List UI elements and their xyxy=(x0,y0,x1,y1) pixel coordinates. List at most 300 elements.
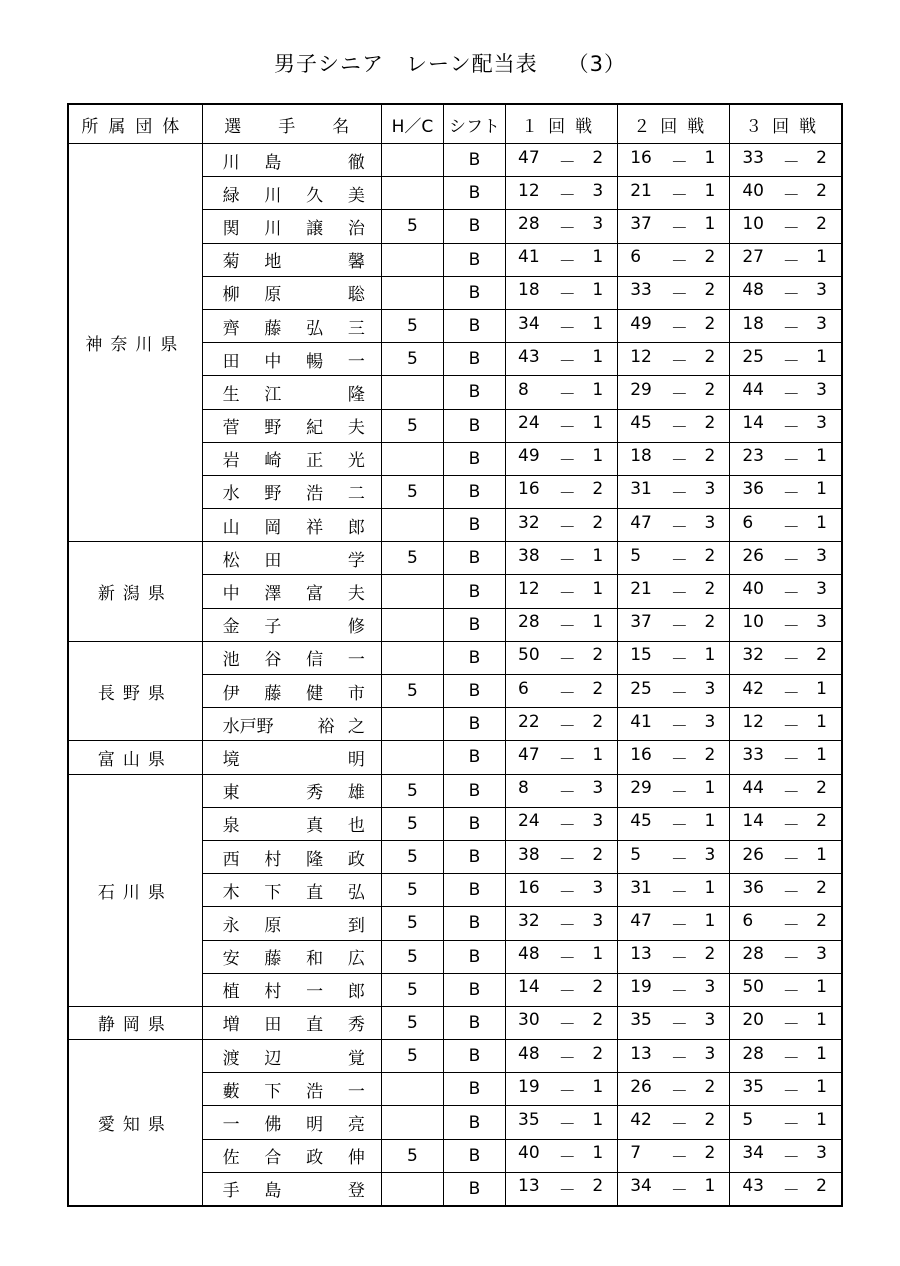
name-char: 譲 xyxy=(306,218,324,239)
bowling-order: 1 xyxy=(592,413,604,434)
bowling-order: 1 xyxy=(592,247,604,268)
bowling-order: 1 xyxy=(592,612,604,633)
dash-separator: － xyxy=(782,252,800,273)
name-char: 島 xyxy=(264,1181,282,1202)
handicap-cell: 5 xyxy=(381,807,443,840)
player-name-cell xyxy=(202,675,381,708)
player-name-cell xyxy=(202,840,381,873)
dash-separator: － xyxy=(670,816,688,837)
prefecture-cell: 新潟県 xyxy=(68,542,202,642)
lane-number: 40 xyxy=(518,1143,540,1164)
round3-cell xyxy=(730,874,842,907)
name-char: 佐 xyxy=(222,1148,240,1169)
name-char: 増 xyxy=(222,1015,240,1036)
bowling-order: 3 xyxy=(816,545,827,566)
name-char: 伊 xyxy=(222,683,240,704)
dash-separator: － xyxy=(670,252,688,273)
lane-number: 18 xyxy=(742,313,764,334)
dash-separator: － xyxy=(670,915,688,936)
player-name-cell xyxy=(202,874,381,907)
name-char: 秀 xyxy=(306,783,324,804)
table-row xyxy=(68,542,842,575)
lane-number: 6 xyxy=(518,678,529,699)
handicap-cell: 5 xyxy=(381,475,443,508)
dash-separator: － xyxy=(670,617,688,638)
name-char: 夫 xyxy=(347,418,365,439)
name-char: 政 xyxy=(347,849,365,870)
bowling-order: 2 xyxy=(592,977,604,998)
player-name xyxy=(223,1176,381,1201)
name-char: 子 xyxy=(264,617,282,638)
name-char: 木 xyxy=(222,882,240,903)
bowling-order: 3 xyxy=(592,778,604,799)
lane-number: 12 xyxy=(518,180,540,201)
round2-cell xyxy=(618,807,730,840)
lane-number: 29 xyxy=(630,778,652,799)
name-char: 藤 xyxy=(264,683,282,704)
round1-cell xyxy=(506,475,618,508)
player-name xyxy=(223,347,381,372)
round1-cell xyxy=(506,675,618,708)
lane-number: 5 xyxy=(630,545,642,566)
lane-number: 28 xyxy=(742,1043,764,1064)
name-char: 水 xyxy=(222,484,240,505)
name-char: 渡 xyxy=(222,1048,240,1069)
header-prefecture: 所属団体 xyxy=(68,104,202,144)
player-name-cell xyxy=(202,708,381,741)
dash-separator: － xyxy=(782,816,800,837)
round3-cell xyxy=(730,575,842,608)
dash-separator: － xyxy=(782,418,800,439)
name-char: 一 xyxy=(222,1115,240,1136)
header-round3: ３回戦 xyxy=(730,104,842,144)
dash-separator: － xyxy=(558,882,576,903)
handicap-cell xyxy=(381,276,443,309)
name-char: 信 xyxy=(306,650,324,671)
dash-separator: － xyxy=(782,949,800,970)
player-name-cell xyxy=(202,542,381,575)
player-name xyxy=(223,811,381,836)
dash-separator: － xyxy=(670,418,688,439)
dash-separator: － xyxy=(558,218,576,239)
player-name xyxy=(223,645,381,670)
bowling-order: 2 xyxy=(816,180,827,201)
handicap-cell xyxy=(381,575,443,608)
name-char: 市 xyxy=(347,683,365,704)
lane-number: 44 xyxy=(742,379,764,400)
dash-separator: － xyxy=(558,716,576,737)
round1-cell xyxy=(506,210,618,243)
name-char xyxy=(306,1044,323,1069)
shift-cell: B xyxy=(443,874,505,907)
dash-separator: － xyxy=(558,1181,576,1202)
lane-number: 6 xyxy=(742,512,754,533)
name-char: 治 xyxy=(347,218,365,239)
round3-cell xyxy=(730,708,842,741)
name-char: 金 xyxy=(222,617,240,638)
name-char: 池 xyxy=(222,650,240,671)
bowling-order: 2 xyxy=(704,379,716,400)
lane-number: 43 xyxy=(742,1176,764,1197)
name-char: 東 xyxy=(222,783,240,804)
player-name-cell xyxy=(202,907,381,940)
dash-separator: － xyxy=(558,683,576,704)
dash-separator: － xyxy=(558,318,576,339)
bowling-order: 2 xyxy=(592,512,604,533)
round1-cell xyxy=(506,1040,618,1073)
bowling-order: 3 xyxy=(816,280,827,301)
lane-number: 33 xyxy=(630,280,652,301)
handicap-cell: 5 xyxy=(381,210,443,243)
name-char: 浩 xyxy=(306,484,324,505)
lane-number: 45 xyxy=(630,811,652,832)
lane-number: 32 xyxy=(518,512,540,533)
round3-cell xyxy=(730,243,842,276)
bowling-order: 2 xyxy=(816,811,827,832)
dash-separator: － xyxy=(782,550,800,571)
bowling-order: 2 xyxy=(592,711,604,732)
name-char xyxy=(306,911,323,936)
round3-cell xyxy=(730,840,842,873)
player-name-cell xyxy=(202,575,381,608)
name-char: 秀 xyxy=(347,1015,365,1036)
name-char: 藪 xyxy=(222,1081,240,1102)
handicap-cell: 5 xyxy=(381,309,443,342)
name-char: 登 xyxy=(347,1181,365,1202)
dash-separator: － xyxy=(782,683,800,704)
name-char xyxy=(306,280,323,305)
round3-cell xyxy=(730,409,842,442)
bowling-order: 1 xyxy=(592,545,604,566)
name-char: 覚 xyxy=(347,1048,365,1069)
round2-cell xyxy=(618,309,730,342)
dash-separator: － xyxy=(670,949,688,970)
lane-number: 47 xyxy=(518,744,540,765)
name-char: 二 xyxy=(347,484,365,505)
bowling-order: 1 xyxy=(816,479,827,500)
bowling-order: 2 xyxy=(704,545,716,566)
round3-cell xyxy=(730,144,842,177)
name-char: 学 xyxy=(347,550,365,571)
lane-number: 13 xyxy=(630,944,652,965)
header-round2: ２回戦 xyxy=(618,104,730,144)
lane-number: 48 xyxy=(742,280,764,301)
bowling-order: 2 xyxy=(816,877,827,898)
player-name xyxy=(223,679,381,704)
dash-separator: － xyxy=(558,550,576,571)
header-hc: H／C xyxy=(381,104,443,144)
lane-number: 40 xyxy=(742,180,764,201)
dash-separator: － xyxy=(670,849,688,870)
name-char: 祥 xyxy=(306,517,324,538)
shift-cell: B xyxy=(443,575,505,608)
shift-cell: B xyxy=(443,608,505,641)
lane-assignment-table xyxy=(67,103,843,1207)
bowling-order: 2 xyxy=(592,1176,604,1197)
name-char xyxy=(306,148,323,173)
name-char: 聡 xyxy=(347,285,365,306)
lane-number: 16 xyxy=(518,479,540,500)
dash-separator: － xyxy=(782,152,800,173)
shift-cell: B xyxy=(443,475,505,508)
name-char: 弘 xyxy=(306,318,324,339)
name-char: 雄 xyxy=(347,783,365,804)
handicap-cell: 5 xyxy=(381,343,443,376)
round1-cell xyxy=(506,774,618,807)
round2-cell xyxy=(618,376,730,409)
player-name xyxy=(223,214,381,239)
handicap-cell xyxy=(381,509,443,542)
bowling-order: 1 xyxy=(816,1110,827,1131)
round2-cell xyxy=(618,840,730,873)
bowling-order: 1 xyxy=(704,877,716,898)
shift-cell: B xyxy=(443,807,505,840)
bowling-order: 1 xyxy=(704,213,716,234)
bowling-order: 1 xyxy=(816,346,827,367)
dash-separator: － xyxy=(558,384,576,405)
lane-number: 18 xyxy=(518,280,540,301)
dash-separator: － xyxy=(558,816,576,837)
shift-cell: B xyxy=(443,1139,505,1172)
bowling-order: 3 xyxy=(816,579,827,600)
round3-cell xyxy=(730,1172,842,1206)
dash-separator: － xyxy=(558,351,576,372)
player-name xyxy=(223,1010,381,1035)
dash-separator: － xyxy=(782,584,800,605)
dash-separator: － xyxy=(782,185,800,206)
handicap-cell: 5 xyxy=(381,1139,443,1172)
shift-cell: B xyxy=(443,210,505,243)
round3-cell xyxy=(730,608,842,641)
shift-cell: B xyxy=(443,1006,505,1039)
name-char: 崎 xyxy=(264,451,282,472)
lane-number: 13 xyxy=(630,1043,652,1064)
player-name-cell xyxy=(202,1106,381,1139)
dash-separator: － xyxy=(558,152,576,173)
round1-cell xyxy=(506,343,618,376)
name-char: 菅 xyxy=(222,418,240,439)
bowling-order: 3 xyxy=(592,213,604,234)
lane-number: 50 xyxy=(742,977,764,998)
round2-cell xyxy=(618,940,730,973)
round2-cell xyxy=(618,741,730,774)
player-name xyxy=(223,513,381,538)
bowling-order: 3 xyxy=(704,711,716,732)
name-char: 田 xyxy=(222,351,240,372)
name-char: 菊 xyxy=(222,252,240,273)
player-name-cell xyxy=(202,343,381,376)
lane-number: 26 xyxy=(630,1076,652,1097)
player-name-cell xyxy=(202,442,381,475)
name-char: 藤 xyxy=(264,318,282,339)
bowling-order: 3 xyxy=(704,1010,716,1031)
bowling-order: 2 xyxy=(592,1043,604,1064)
lane-number: 41 xyxy=(518,247,540,268)
dash-separator: － xyxy=(670,1148,688,1169)
handicap-cell: 5 xyxy=(381,409,443,442)
dash-separator: － xyxy=(670,384,688,405)
round2-cell xyxy=(618,1006,730,1039)
shift-cell: B xyxy=(443,376,505,409)
lane-number: 28 xyxy=(518,612,540,633)
bowling-order: 1 xyxy=(592,446,604,467)
lane-number: 32 xyxy=(518,910,540,931)
dash-separator: － xyxy=(558,584,576,605)
player-name-cell xyxy=(202,210,381,243)
bowling-order: 1 xyxy=(704,645,716,666)
name-char: 正 xyxy=(306,451,324,472)
dash-separator: － xyxy=(782,617,800,638)
dash-separator: － xyxy=(670,351,688,372)
handicap-cell xyxy=(381,376,443,409)
table-row xyxy=(68,741,842,774)
round3-cell xyxy=(730,940,842,973)
round2-cell xyxy=(618,409,730,442)
round3-cell xyxy=(730,276,842,309)
dash-separator: － xyxy=(782,1081,800,1102)
bowling-order: 2 xyxy=(704,612,716,633)
dash-separator: － xyxy=(670,1181,688,1202)
name-char: 也 xyxy=(347,816,365,837)
handicap-cell: 5 xyxy=(381,840,443,873)
name-char: 村 xyxy=(264,849,282,870)
prefecture-cell: 富山県 xyxy=(68,741,202,774)
dash-separator: － xyxy=(558,749,576,770)
lane-number: 25 xyxy=(742,346,764,367)
round3-cell xyxy=(730,1006,842,1039)
lane-number: 35 xyxy=(518,1110,540,1131)
player-name-cell xyxy=(202,1172,381,1206)
title-suffix: （3） xyxy=(567,52,626,76)
bowling-order: 3 xyxy=(592,877,604,898)
name-char: 山 xyxy=(222,517,240,538)
shift-cell: B xyxy=(443,840,505,873)
bowling-order: 1 xyxy=(592,1076,604,1097)
bowling-order: 3 xyxy=(816,1143,827,1164)
round2-cell xyxy=(618,442,730,475)
header-shift: シフト xyxy=(443,104,505,144)
handicap-cell xyxy=(381,442,443,475)
lane-number: 45 xyxy=(630,413,652,434)
name-char: 久 xyxy=(306,185,324,206)
round1-cell xyxy=(506,874,618,907)
name-char: 田 xyxy=(264,1015,282,1036)
dash-separator: － xyxy=(558,1048,576,1069)
handicap-cell xyxy=(381,1073,443,1106)
handicap-cell: 5 xyxy=(381,940,443,973)
round2-cell xyxy=(618,1172,730,1206)
shift-cell: B xyxy=(443,144,505,177)
player-name-cell xyxy=(202,1006,381,1039)
round1-cell xyxy=(506,575,618,608)
round1-cell xyxy=(506,177,618,210)
name-char: 修 xyxy=(347,617,365,638)
shift-cell: B xyxy=(443,343,505,376)
handicap-cell xyxy=(381,1172,443,1206)
dash-separator: － xyxy=(558,650,576,671)
player-name-cell xyxy=(202,807,381,840)
lane-number: 16 xyxy=(518,877,540,898)
name-char xyxy=(287,712,304,737)
lane-number: 33 xyxy=(742,744,764,765)
round1-cell xyxy=(506,1139,618,1172)
bowling-order: 3 xyxy=(704,844,716,865)
bowling-order: 1 xyxy=(816,711,827,732)
dash-separator: － xyxy=(782,915,800,936)
round2-cell xyxy=(618,343,730,376)
dash-separator: － xyxy=(670,716,688,737)
dash-separator: － xyxy=(782,1148,800,1169)
dash-separator: － xyxy=(670,451,688,472)
lane-number: 34 xyxy=(742,1143,764,1164)
round3-cell xyxy=(730,1040,842,1073)
handicap-cell: 5 xyxy=(381,1006,443,1039)
bowling-order: 2 xyxy=(704,413,716,434)
round2-cell xyxy=(618,907,730,940)
name-char: 佛 xyxy=(264,1115,282,1136)
dash-separator: － xyxy=(558,982,576,1003)
header-row xyxy=(68,104,842,144)
header-round1: １回戦 xyxy=(506,104,618,144)
bowling-order: 2 xyxy=(704,744,716,765)
name-char: 美 xyxy=(347,185,365,206)
shift-cell: B xyxy=(443,675,505,708)
bowling-order: 1 xyxy=(816,247,827,268)
lane-number: 14 xyxy=(742,413,764,434)
bowling-order: 3 xyxy=(704,1043,716,1064)
lane-number: 47 xyxy=(630,512,652,533)
dash-separator: － xyxy=(670,1081,688,1102)
player-name-cell xyxy=(202,144,381,177)
dash-separator: － xyxy=(782,218,800,239)
lane-number: 20 xyxy=(742,1010,764,1031)
bowling-order: 1 xyxy=(704,811,716,832)
round1-cell xyxy=(506,1106,618,1139)
dash-separator: － xyxy=(558,517,576,538)
shift-cell: B xyxy=(443,1040,505,1073)
name-char: 柳 xyxy=(222,285,240,306)
lane-number: 32 xyxy=(742,645,764,666)
name-char: 中 xyxy=(264,351,282,372)
lane-number: 35 xyxy=(742,1076,764,1097)
round2-cell xyxy=(618,1139,730,1172)
lane-number: 19 xyxy=(518,1076,540,1097)
bowling-order: 1 xyxy=(704,1176,716,1197)
dash-separator: － xyxy=(558,1115,576,1136)
header-name: 選 手 名 xyxy=(202,104,381,144)
name-char: 一 xyxy=(347,351,365,372)
dash-separator: － xyxy=(670,584,688,605)
lane-number: 8 xyxy=(518,379,529,400)
lane-number: 16 xyxy=(630,744,652,765)
player-name-cell xyxy=(202,509,381,542)
dash-separator: － xyxy=(782,451,800,472)
name-char: 之 xyxy=(347,716,365,737)
bowling-order: 2 xyxy=(704,1110,716,1131)
lane-number: 13 xyxy=(518,1176,540,1197)
name-char: 川 xyxy=(264,218,282,239)
name-char: 地 xyxy=(264,252,282,273)
table-body xyxy=(68,144,842,1207)
shift-cell: B xyxy=(443,442,505,475)
player-name xyxy=(223,380,381,405)
dash-separator: － xyxy=(670,1015,688,1036)
player-name-cell xyxy=(202,1139,381,1172)
dash-separator: － xyxy=(782,1181,800,1202)
round3-cell xyxy=(730,1139,842,1172)
round2-cell xyxy=(618,708,730,741)
lane-number: 34 xyxy=(630,1176,652,1197)
